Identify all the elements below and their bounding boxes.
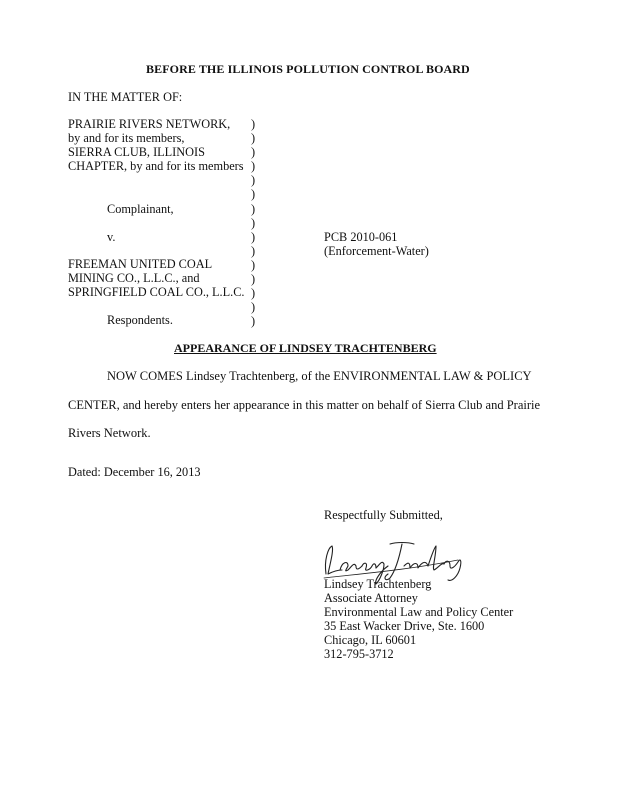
bracket: )	[251, 131, 256, 145]
bracket: )	[251, 159, 256, 173]
bracket: )	[251, 272, 256, 286]
body-line: CENTER, and hereby enters her appearance in this matter on behalf of Sierra Club and Prairie	[68, 398, 541, 412]
complainant-line: CHAPTER, by and for its members	[68, 159, 244, 173]
case-type: (Enforcement-Water)	[324, 244, 429, 258]
bracket: )	[251, 314, 256, 328]
respondent-line: MINING CO., L.L.C., and	[68, 271, 200, 285]
complainant-line: PRAIRIE RIVERS NETWORK,	[68, 117, 231, 131]
in-the-matter-label: IN THE MATTER OF:	[68, 90, 183, 104]
bracket: )	[251, 145, 256, 159]
versus-label: v.	[107, 230, 116, 244]
signer-address-2: Chicago, IL 60601	[324, 633, 417, 647]
respondent-line: FREEMAN UNITED COAL	[68, 257, 213, 271]
signer-phone: 312-795-3712	[324, 647, 394, 661]
bracket: )	[251, 187, 256, 201]
bracket: )	[251, 173, 256, 187]
board-title: BEFORE THE ILLINOIS POLLUTION CONTROL BOARD	[146, 62, 470, 76]
case-number: PCB 2010-061	[324, 230, 398, 244]
signer-organization: Environmental Law and Policy Center	[324, 605, 514, 619]
signer-address-1: 35 East Wacker Drive, Ste. 1600	[324, 619, 485, 633]
complainant-line: by and for its members,	[68, 131, 185, 145]
bracket: )	[251, 230, 256, 244]
respondent-line: SPRINGFIELD COAL CO., L.L.C.	[68, 285, 245, 299]
complainant-label: Complainant,	[107, 202, 174, 216]
signer-name: Lindsey Trachtenberg	[324, 577, 432, 591]
signer-title: Associate Attorney	[324, 591, 418, 605]
body-line: Rivers Network.	[68, 426, 151, 440]
bracket: )	[251, 244, 256, 258]
bracket: )	[251, 117, 256, 131]
dated-line: Dated: December 16, 2013	[68, 465, 201, 479]
bracket: )	[251, 300, 256, 314]
respondent-label: Respondents.	[107, 313, 173, 327]
bracket: )	[251, 216, 256, 230]
bracket: )	[251, 202, 256, 216]
bracket: )	[251, 286, 256, 300]
bracket: )	[251, 258, 256, 272]
complainant-line: SIERRA CLUB, ILLINOIS	[68, 145, 205, 159]
body-line: NOW COMES Lindsey Trachtenberg, of the ENVIRONMENTAL LAW & POLICY	[107, 369, 532, 383]
appearance-heading: APPEARANCE OF LINDSEY TRACHTENBERG	[174, 341, 437, 355]
closing: Respectfully Submitted,	[324, 508, 443, 522]
